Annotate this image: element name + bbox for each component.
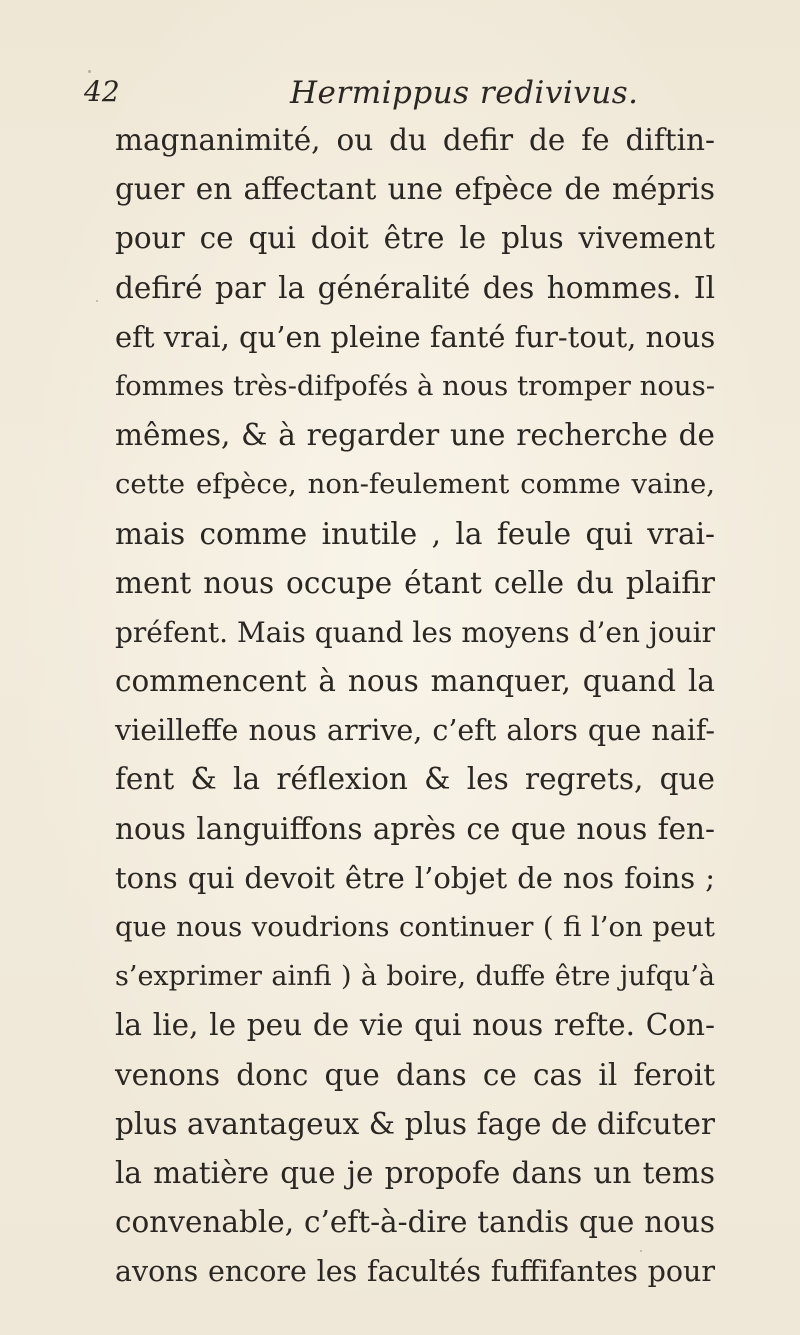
paper-speck	[640, 1250, 642, 1252]
text-line: vieilleffe nous arrive, c’eft alors que naif-	[115, 714, 715, 748]
paper-speck	[96, 300, 98, 302]
text-line: magnanimité, ou du defir de fe diftin-	[115, 123, 715, 157]
page-number: 42	[84, 75, 120, 108]
text-line: guer en affectant une efpèce de mépris	[115, 172, 715, 207]
text-line: plus avantageux & plus fage de difcuter	[115, 1106, 715, 1141]
text-line: avons encore les facultés fuffifantes pour	[115, 1255, 715, 1289]
running-title: Hermippus redivivus.	[290, 75, 639, 111]
text-line: que nous voudrions continuer ( fi l’on peut	[115, 911, 715, 943]
text-line: préfent. Mais quand les moyens d’en jouir	[115, 615, 715, 649]
text-line: s’exprimer ainfi ) à boire, duffe être jufqu’à	[115, 961, 715, 993]
text-line: tons qui devoit être l’objet de nos foins ;	[115, 860, 715, 895]
text-line: eft vrai, qu’en pleine fanté fur-tout, nous	[115, 319, 716, 354]
text-line: nous languiffons après ce que nous fen-	[115, 811, 715, 846]
text-line: venons donc que dans ce cas il feroit	[115, 1057, 715, 1092]
paper-speck	[88, 70, 91, 73]
text-line: fommes très-difpofés à nous tromper nous-	[115, 369, 715, 402]
text-line: la lie, le peu de vie qui nous refte. Con-	[115, 1008, 715, 1043]
text-line: pour ce qui doit être le plus vivement	[115, 221, 715, 256]
text-line: fent & la réflexion & les regrets, que	[115, 762, 715, 797]
text-line: convenable, c’eft-à-dire tandis que nous	[115, 1205, 715, 1240]
text-line: commencent à nous manquer, quand la	[115, 664, 715, 699]
text-line: mêmes, & à regarder une recherche de	[115, 418, 715, 453]
text-line: mais comme inutile , la feule qui vrai-	[115, 516, 715, 551]
text-line: ment nous occupe étant celle du plaifir	[115, 565, 715, 600]
text-line: la matière que je propofe dans un tems	[115, 1155, 715, 1190]
text-line: defiré par la généralité des hommes. Il	[115, 270, 715, 305]
body-text	[115, 116, 715, 1297]
text-line: cette efpèce, non-feulement comme vaine,	[115, 468, 715, 501]
